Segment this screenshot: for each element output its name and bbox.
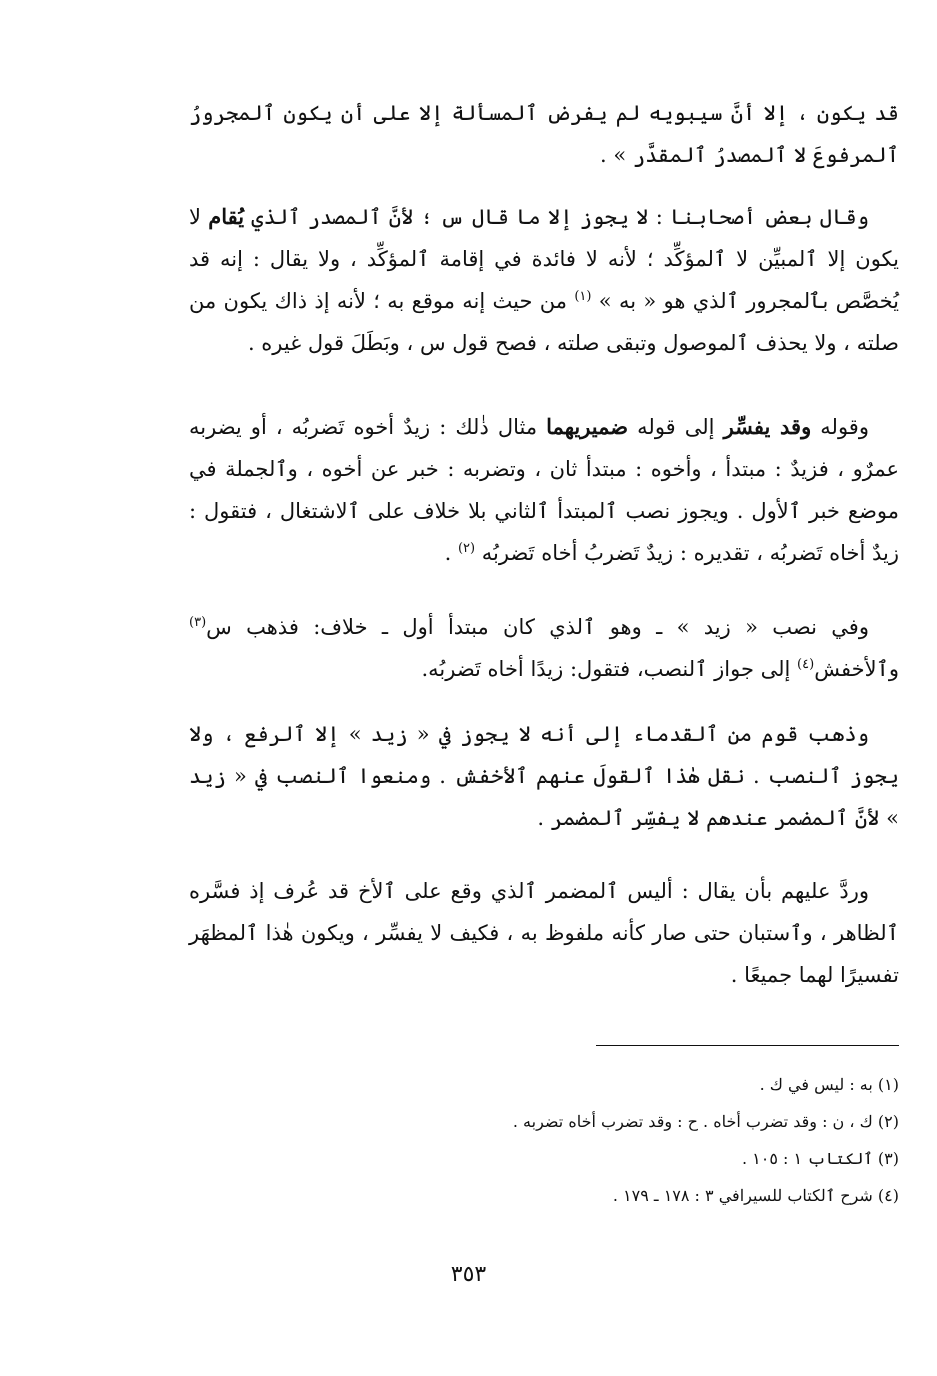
main-paragraph-3	[189, 406, 899, 574]
footnote-divider	[596, 1045, 899, 1046]
footnote-3: (٣) ٱلكتاب ١ : ١٠٥ .	[742, 1149, 899, 1168]
footnote-1: (١) به : ليس في ك .	[759, 1075, 899, 1094]
footnote-ref-3[interactable]: (٣)	[189, 615, 207, 630]
text-run: .	[444, 541, 458, 565]
page-number: ٣٥٣	[450, 1262, 487, 1287]
text-run: وفي نصب « زيد » ـ وهو ٱلذي كان مبتدأ أول ـ خلاف: فذهب س	[206, 615, 869, 639]
text-run: وذهب قوم من ٱلقدماء إلى أنه لا يجوز في « زيد » إلا ٱلرفع ، ولا يجوز ٱلنصب . نقل هٰذا ٱلقولَ عنهم ٱلأخفش . ومنعوا ٱلنصب في « زيد » لأنَّ ٱلمضمر عندهم لا يفسِّر ٱلمضمر .	[189, 722, 899, 830]
footnotes-section	[189, 1066, 899, 1214]
footnote-ref-4[interactable]: (٤)	[797, 657, 815, 672]
main-paragraph-1	[189, 92, 899, 176]
text-run: إلى جواز ٱلنصب، فتقول: زيدًا أخاه تَضربُه.	[421, 657, 798, 681]
paragraph-6-text	[189, 870, 899, 996]
footnote-ref-1[interactable]: (١)	[574, 289, 592, 304]
text-run: من حيث إنه موقع به ؛ لأنه إذ ذاك يكون من صلته ، ولا يحذف ٱلموصول وتبقى صلته ، فصح قول س ، وبَطَلَ قول غيره .	[189, 289, 899, 355]
paragraph-2-text	[189, 196, 899, 364]
text-run: وٱلأخفش	[814, 657, 899, 681]
text-run: قد يكون ، إلا أنَّ سيبويه لم يفرض ٱلمسألة إلا على أن يكون ٱلمجرورُ ٱلمرفوعَ لا ٱلمصدرُ ٱلمقدَّر » .	[189, 101, 899, 167]
text-run: مثال ذٰلك : زيدٌ أخوه تَضربُه ، أو يضربه عمرٌو ، فزيدٌ : مبتدأ ، وأخوه : مبتدأ ثان ، وتضربه : خبر عن أخوه ، وٱلجملة في موضع خبر ٱلأول . ويجوز نصب ٱلمبتدأ ٱلثاني بلا خلاف على ٱلاشتغال ، فتقول : زيدٌ أخاه تَضربُه ، تقديره : زيدٌ تَضربُ أخاه تَضربُه	[189, 415, 899, 565]
bold-quoted-phrase: وقد يفسِّر	[723, 414, 812, 439]
text-run: إلى قوله	[628, 415, 724, 439]
main-paragraph-4	[189, 606, 899, 690]
paragraph-4-text	[189, 606, 899, 690]
text-run: وقال بعض أصحابنا : لا يجوز إلا ما قال س ؛ لأنَّ ٱلمصدر ٱلذي	[244, 205, 870, 229]
text-run: لا يكون إلا ٱلمبيِّن لا ٱلمؤكِّد ؛ لأنه لا فائدة في إقامة ٱلمؤكِّد ، ولا يقال : إنه قد يُخصَّص بٱلمجرور ٱلذي هو « به »	[189, 205, 899, 313]
footnote-4: (٤) شرح ٱلكتاب للسيرافي ٣ : ١٧٨ ـ ١٧٩ .	[612, 1186, 899, 1205]
main-paragraph-5	[189, 713, 899, 839]
bold-term: يُقام	[208, 204, 245, 229]
footnote-2: (٢) ك ، ن : وقد تضرب أخاه . ح : وقد تضرب أخاه تضربه .	[512, 1112, 899, 1131]
main-paragraph-2	[189, 196, 899, 364]
footnote-ref-2[interactable]: (٢)	[457, 541, 476, 556]
bold-quoted-phrase: ضميريهما	[546, 414, 629, 439]
text-run: وردَّ عليهم بأن يقال : أليس ٱلمضمر ٱلذي وقع على ٱلأخ قد عُرف إذ فسَّره ٱلظاهر ، وٱستبان حتى صار كأنه ملفوظ به ، فكيف لا يفسِّر ، ويكون هٰذا ٱلمظهَر تفسيرًا لهما جميعًا .	[189, 879, 899, 987]
paragraph-3-text	[189, 406, 899, 574]
paragraph-5-text	[189, 713, 899, 839]
text-run: وقوله	[811, 415, 869, 439]
paragraph-1-text	[189, 92, 899, 176]
main-paragraph-6	[189, 870, 899, 996]
